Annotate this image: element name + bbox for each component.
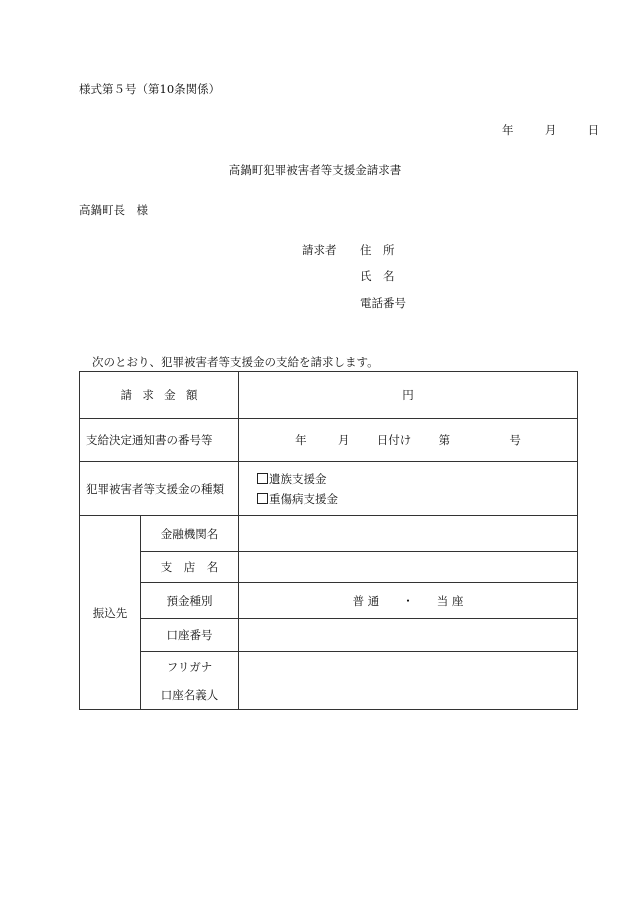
addressee: 高鍋町長 様 — [79, 203, 148, 217]
deposit-type-label: 預金種別 — [141, 583, 239, 619]
form-number: 様式第５号（第10条関係） — [79, 82, 221, 96]
branch-row — [80, 552, 578, 583]
amount-row — [80, 372, 578, 419]
date-line — [502, 122, 599, 138]
claim-table — [79, 371, 578, 710]
transfer-label: 振込先 — [80, 516, 141, 710]
holder-row — [80, 652, 578, 710]
holder-label: 口座名義人 — [160, 687, 219, 702]
checkbox-icon[interactable] — [257, 493, 268, 504]
account-number-field[interactable] — [239, 619, 578, 652]
type-options — [239, 462, 578, 516]
type-option-label: 遺族支援金 — [269, 471, 327, 486]
type-option-bereaved[interactable] — [257, 469, 577, 489]
holder-field[interactable] — [239, 652, 578, 710]
deposit-type-row — [80, 583, 578, 619]
notice-dated: 日付け — [376, 433, 412, 447]
bank-label: 金融機関名 — [141, 516, 239, 552]
date-day: 日 — [587, 123, 600, 137]
notice-field[interactable] — [239, 419, 578, 462]
date-year: 年 — [502, 123, 514, 137]
intro-text: 次のとおり、犯罪被害者等支援金の支給を請求します。 — [92, 355, 379, 369]
notice-number-prefix: 第 — [438, 433, 451, 447]
name-label: 氏 名 — [360, 269, 395, 283]
furigana-label: フリガナ — [166, 659, 213, 674]
branch-field[interactable] — [239, 552, 578, 583]
type-row — [80, 462, 578, 516]
notice-number-suffix: 号 — [509, 433, 521, 447]
account-number-row — [80, 619, 578, 652]
account-number-label: 口座番号 — [141, 619, 239, 652]
notice-row — [80, 419, 578, 462]
bank-row — [80, 516, 578, 552]
bank-field[interactable] — [239, 516, 578, 552]
branch-label: 支 店 名 — [141, 552, 239, 583]
address-label: 住 所 — [360, 243, 395, 257]
page-title: 高鍋町犯罪被害者等支援金請求書 — [228, 163, 402, 177]
checkbox-icon[interactable] — [257, 473, 268, 484]
amount-label: 請求金額 — [80, 372, 239, 419]
amount-unit: 円 — [402, 388, 414, 402]
holder-labels — [141, 652, 239, 710]
type-option-label: 重傷病支援金 — [269, 491, 338, 506]
amount-field[interactable] — [239, 372, 578, 419]
notice-label: 支給決定通知書の番号等 — [80, 419, 239, 462]
notice-year: 年 — [295, 433, 307, 447]
notice-month: 月 — [337, 433, 350, 447]
phone-label: 電話番号 — [360, 296, 406, 310]
deposit-type-value[interactable]: 普 通 ・ 当 座 — [239, 583, 578, 619]
type-label: 犯罪被害者等支援金の種類 — [80, 462, 239, 516]
claimant-label: 請求者 — [302, 243, 337, 257]
type-option-injury[interactable] — [257, 489, 577, 509]
date-month: 月 — [544, 123, 557, 137]
